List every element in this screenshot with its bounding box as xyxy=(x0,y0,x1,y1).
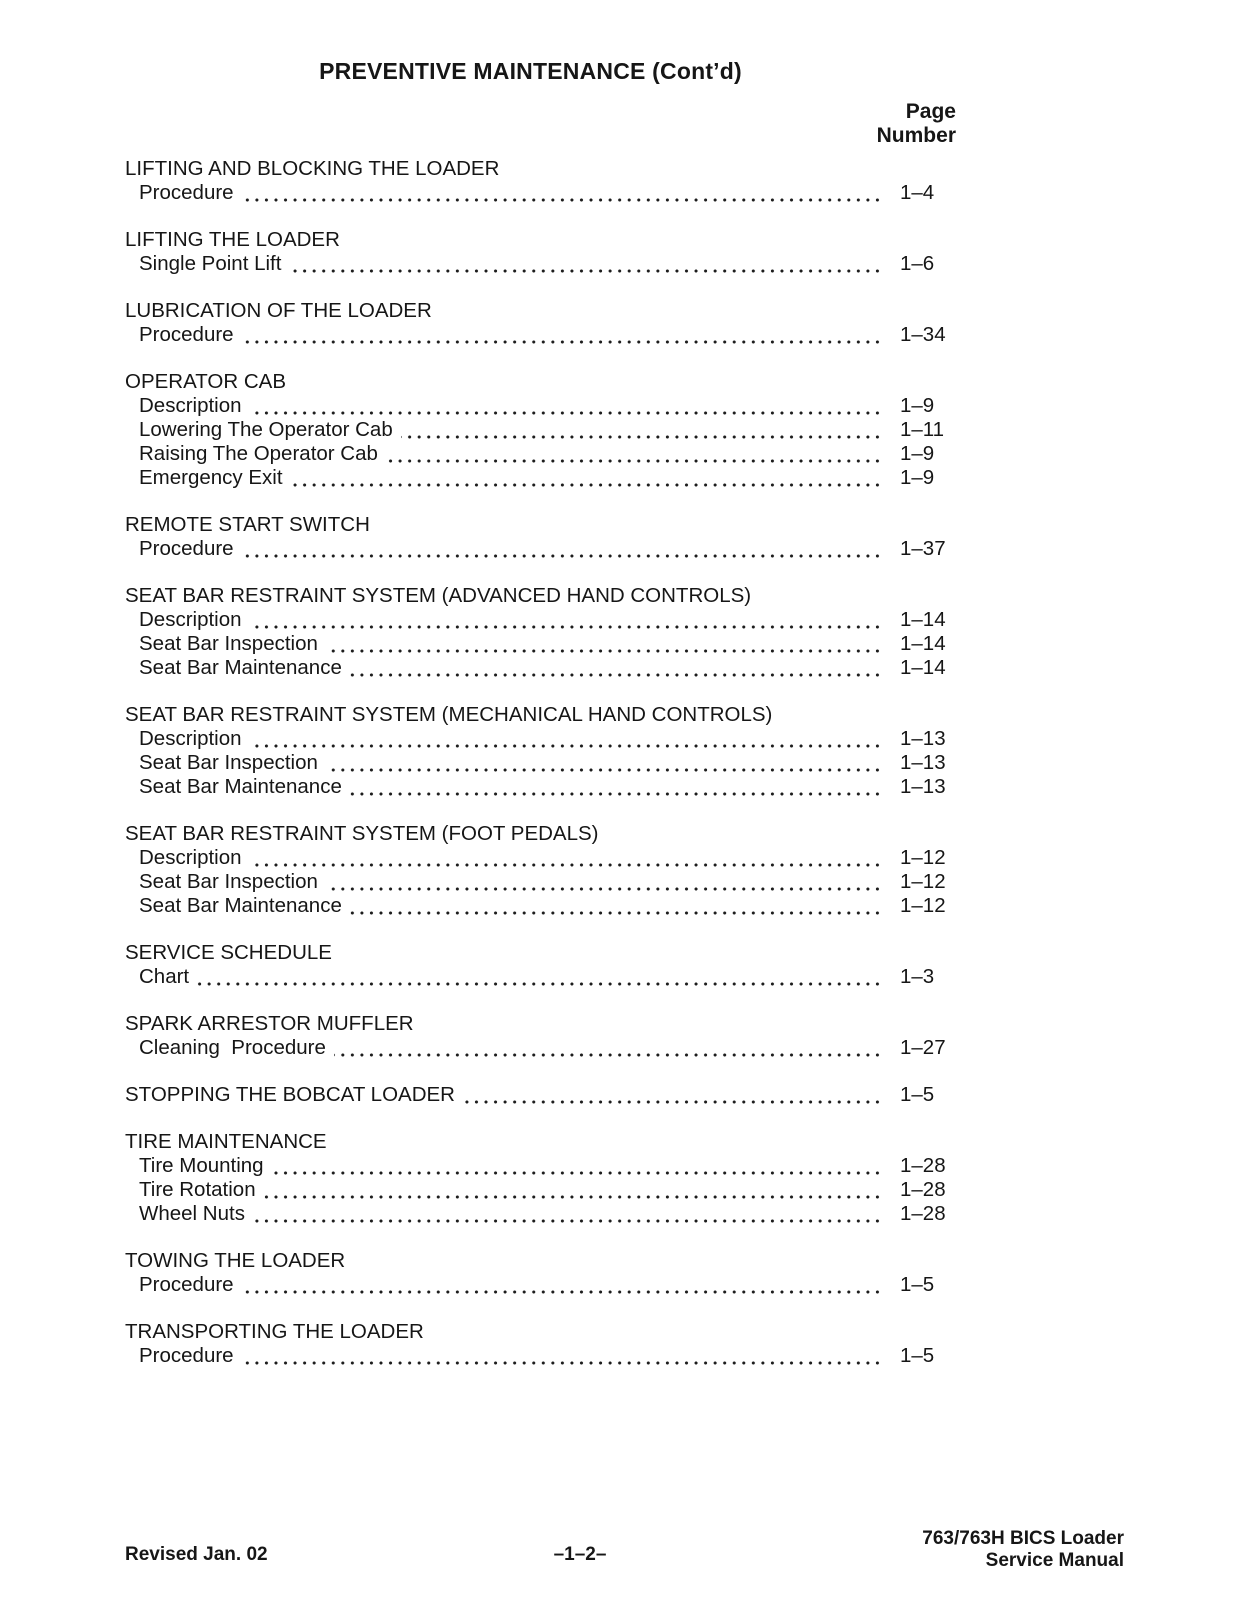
toc-entry-label: Raising The Operator Cab xyxy=(125,442,386,466)
toc-section xyxy=(125,1083,956,1107)
toc-entry-label: Description xyxy=(125,846,250,870)
page-number: 1–9 xyxy=(883,394,962,418)
toc-entry-label: Seat Bar Inspection xyxy=(125,632,326,656)
section-heading: STOPPING THE BOBCAT LOADER xyxy=(125,1083,463,1107)
section-heading: SEAT BAR RESTRAINT SYSTEM (ADVANCED HAND CONTROLS) xyxy=(125,584,752,607)
section-heading: TIRE MAINTENANCE xyxy=(125,1130,327,1153)
toc-entry-label: Description xyxy=(125,727,250,751)
page-number: 1–12 xyxy=(883,894,962,918)
page-number: 1–13 xyxy=(883,727,962,751)
page-number: 1–34 xyxy=(883,323,962,347)
toc-entry-label: Emergency Exit xyxy=(125,466,291,490)
toc-entry xyxy=(125,965,956,989)
toc-entry xyxy=(125,442,956,466)
page-number: 1–27 xyxy=(883,1036,962,1060)
toc-entry-label: Lowering The Operator Cab xyxy=(125,418,401,442)
footer-manual-title-line2: Service Manual xyxy=(985,1550,1124,1571)
page-number: 1–5 xyxy=(883,1083,962,1107)
page-number: 1–3 xyxy=(883,965,962,989)
page-number-header-line2: Number xyxy=(876,124,956,147)
section-heading: SERVICE SCHEDULE xyxy=(125,941,332,964)
section-heading: LIFTING THE LOADER xyxy=(125,228,340,251)
page-number: 1–5 xyxy=(883,1344,962,1368)
page-number: 1–12 xyxy=(883,846,962,870)
page-number: 1–14 xyxy=(883,656,962,680)
toc-entry xyxy=(125,252,956,276)
page-number: 1–4 xyxy=(883,181,962,205)
page-number: 1–6 xyxy=(883,252,962,276)
page-number: 1–13 xyxy=(883,775,962,799)
toc-entry-label: Seat Bar Maintenance xyxy=(125,656,350,680)
page-number: 1–11 xyxy=(883,418,962,442)
page-number: 1–9 xyxy=(883,466,962,490)
page-number: 1–9 xyxy=(883,442,962,466)
page-number: 1–28 xyxy=(883,1202,962,1226)
toc-section xyxy=(125,228,956,276)
toc-entry-label: Seat Bar Inspection xyxy=(125,870,326,894)
page-number: 1–28 xyxy=(883,1154,962,1178)
toc-entry xyxy=(125,1344,956,1368)
toc-entry xyxy=(125,1036,956,1060)
toc-entry-label: Seat Bar Maintenance xyxy=(125,775,350,799)
section-heading: TRANSPORTING THE LOADER xyxy=(125,1320,424,1343)
section-heading: SPARK ARRESTOR MUFFLER xyxy=(125,1012,414,1035)
toc-entry xyxy=(125,537,956,561)
toc-entry xyxy=(125,418,956,442)
section-heading: TOWING THE LOADER xyxy=(125,1249,346,1272)
footer-manual-title-line1: 763/763H BICS Loader xyxy=(922,1528,1124,1549)
toc-entry-label: Cleaning Procedure xyxy=(125,1036,334,1060)
toc-section xyxy=(125,1249,956,1297)
toc-entry xyxy=(125,727,956,751)
toc-entry xyxy=(125,466,956,490)
toc-entry-label: Procedure xyxy=(125,181,242,205)
toc-section xyxy=(125,157,956,205)
toc-entry xyxy=(125,894,956,918)
footer-revision-date: Revised Jan. 02 xyxy=(125,1544,268,1565)
page-number: 1–14 xyxy=(883,632,962,656)
page-title: PREVENTIVE MAINTENANCE (Cont’d) xyxy=(319,58,742,84)
toc-entry-label: Description xyxy=(125,608,250,632)
toc-entry-label: Procedure xyxy=(125,1273,242,1297)
toc-section xyxy=(125,703,956,799)
section-heading: LIFTING AND BLOCKING THE LOADER xyxy=(125,157,500,180)
section-heading: REMOTE START SWITCH xyxy=(125,513,370,536)
page-number: 1–5 xyxy=(883,1273,962,1297)
toc-entry xyxy=(125,1202,956,1226)
toc-content xyxy=(125,0,956,1391)
section-heading: OPERATOR CAB xyxy=(125,370,286,393)
footer-manual-title xyxy=(922,1528,1124,1572)
page-number: 1–12 xyxy=(883,870,962,894)
toc-entry-label: Chart xyxy=(125,965,197,989)
toc-section xyxy=(125,1012,956,1060)
section-heading: SEAT BAR RESTRAINT SYSTEM (MECHANICAL HAND CONTROLS) xyxy=(125,703,773,726)
toc-entry xyxy=(125,323,956,347)
toc xyxy=(125,157,956,1368)
toc-entry xyxy=(125,656,956,680)
section-heading: SEAT BAR RESTRAINT SYSTEM (FOOT PEDALS) xyxy=(125,822,599,845)
toc-entry-label: Seat Bar Inspection xyxy=(125,751,326,775)
page-number: 1–13 xyxy=(883,751,962,775)
toc-entry xyxy=(125,1178,956,1202)
page-number: 1–14 xyxy=(883,608,962,632)
toc-entry-label: Single Point Lift xyxy=(125,252,289,276)
toc-heading-entry xyxy=(125,1083,956,1107)
toc-section xyxy=(125,822,956,918)
toc-section xyxy=(125,1320,956,1368)
toc-entry xyxy=(125,608,956,632)
toc-entry-label: Procedure xyxy=(125,323,242,347)
toc-section xyxy=(125,370,956,490)
page-number-header-line1: Page xyxy=(905,100,956,123)
toc-section xyxy=(125,584,956,680)
page-number: 1–37 xyxy=(883,537,962,561)
section-heading: LUBRICATION OF THE LOADER xyxy=(125,299,432,322)
page-number: 1–28 xyxy=(883,1178,962,1202)
toc-entry xyxy=(125,751,956,775)
toc-entry-label: Seat Bar Maintenance xyxy=(125,894,350,918)
toc-entry-label: Tire Rotation xyxy=(125,1178,264,1202)
toc-section xyxy=(125,1130,956,1226)
toc-entry-label: Tire Mounting xyxy=(125,1154,272,1178)
toc-entry xyxy=(125,846,956,870)
toc-entry xyxy=(125,775,956,799)
toc-entry xyxy=(125,870,956,894)
toc-entry xyxy=(125,1154,956,1178)
toc-entry-label: Procedure xyxy=(125,1344,242,1368)
toc-section xyxy=(125,941,956,989)
toc-entry-label: Procedure xyxy=(125,537,242,561)
toc-entry xyxy=(125,1273,956,1297)
toc-section xyxy=(125,513,956,561)
page-number-column-header xyxy=(125,100,956,148)
toc-entry xyxy=(125,394,956,418)
toc-entry xyxy=(125,632,956,656)
toc-entry-label: Wheel Nuts xyxy=(125,1202,253,1226)
toc-entry-label: Description xyxy=(125,394,250,418)
toc-section xyxy=(125,299,956,347)
footer-page-number: –1–2– xyxy=(553,1544,607,1565)
toc-entry xyxy=(125,181,956,205)
